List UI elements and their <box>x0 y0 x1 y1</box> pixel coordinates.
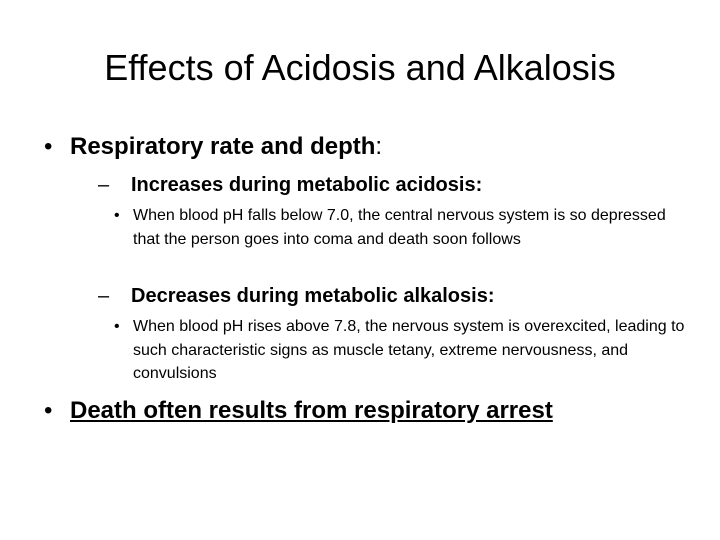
bullet-icon: • <box>114 207 120 224</box>
acidosis-heading: Increases during metabolic acidosis: <box>131 174 483 196</box>
detail-acidosis <box>114 204 694 251</box>
bullet-icon: • <box>114 318 120 335</box>
slide-title: Effects of Acidosis and Alkalosis <box>104 47 616 88</box>
respiratory-colon: : <box>375 133 383 160</box>
bullet-icon: • <box>44 133 53 160</box>
bullet-icon: • <box>44 397 53 424</box>
detail-alkalosis <box>114 315 694 386</box>
bullet-text <box>70 132 382 162</box>
dash-icon: – <box>98 285 110 307</box>
respiratory-heading: Respiratory rate and depth <box>70 133 376 160</box>
alkalosis-heading: Decreases during metabolic alkalosis: <box>131 285 495 307</box>
acidosis-detail: When blood pH falls below 7.0, the central nervous system is so depressed that the person goes into coma and death soon follows <box>133 207 666 248</box>
death-text: Death often results from respiratory arrest <box>70 397 553 424</box>
alkalosis-detail: When blood pH rises above 7.8, the nervous system is overexcited, leading to such characteristic signs as muscle tetany, extreme nervousness, and convulsions <box>133 318 685 382</box>
dash-icon: – <box>98 174 110 196</box>
